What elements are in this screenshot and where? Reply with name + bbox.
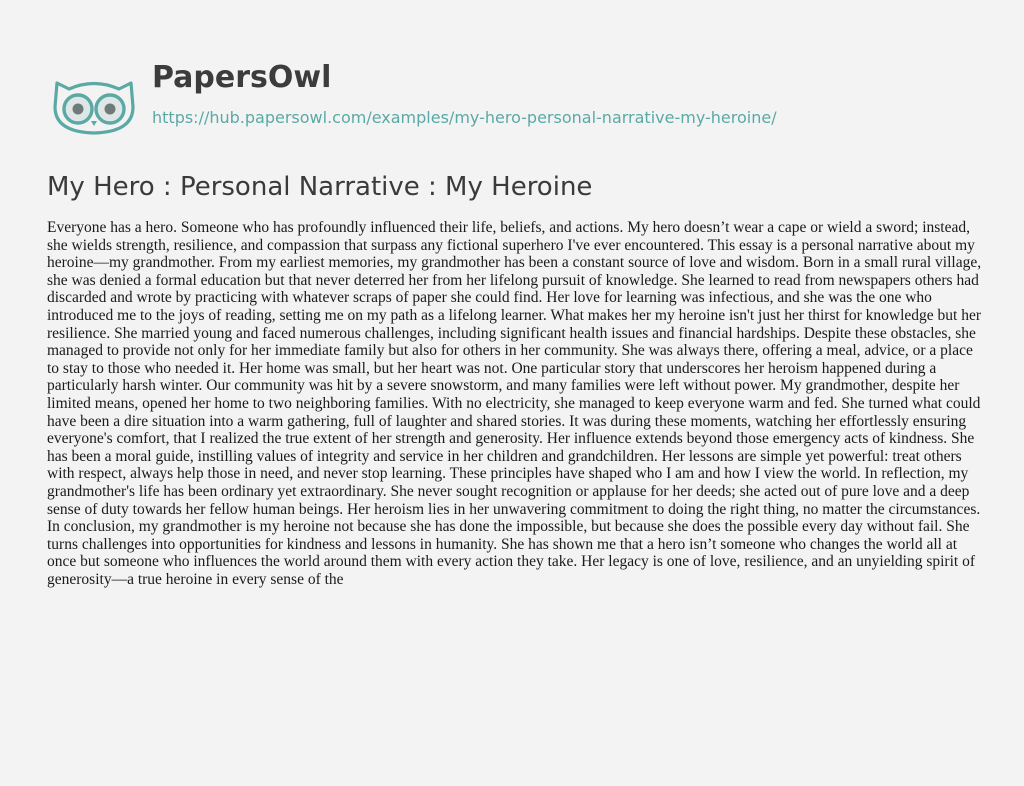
owl-left-pupil — [73, 104, 84, 115]
brand-name: PapersOwl — [152, 60, 332, 95]
owl-right-pupil — [105, 104, 116, 115]
site-header — [0, 0, 1024, 160]
essay-title: My Hero : Personal Narrative : My Heroine — [47, 172, 593, 202]
essay-body: Everyone has a hero. Someone who has profoundly influenced their life, beliefs, and actions. My hero doesn’t wear a cape or wield a sword; instead, she wields strength, resilience, and compassion that surpass any fictional superhero I've ever encountered. This essay is a personal narrative about my heroine—my grandmother. From my earliest memories, my grandmother has been a constant source of love and wisdom. Born in a small rural village, she was denied a formal education but that never deterred her from her lifelong pursuit of knowledge. She learned to read from newspapers others had discarded and wrote by practicing with whatever scraps of paper she could find. Her love for learning was infectious, and she was the one who introduced me to the joys of reading, setting me on my path as a lifelong learner. What makes her my heroine isn't just her thirst for knowledge but her resilience. She married young and faced numerous challenges, including significant health issues and financial hardships. Despite these obstacles, she managed to provide not only for her immediate family but also for others in her community. She was always there, offering a meal, advice, or a place to stay to those who needed it. Her home was small, but her heart was not. One particular story that underscores her heroism happened during a particularly harsh winter. Our community was hit by a severe snowstorm, and many families were left without power. My grandmother, despite her limited means, opened her home to two neighboring families. With no electricity, she managed to keep everyone warm and fed. She turned what could have been a dire situation into a warm gathering, full of laughter and shared stories. It was during these moments, watching her effortlessly ensuring everyone's comfort, that I realized the true extent of her strength and generosity. Her influence extends beyond those emergency acts of kindness. She has been a moral guide, instilling values of integrity and service in her children and grandchildren. Her lessons are simple yet powerful: treat others with respect, always help those in need, and never stop learning. These principles have shaped who I am and how I view the world. In reflection, my grandmother's life has been ordinary yet extraordinary. She never sought recognition or applause for her deeds; she acted out of pure love and a deep sense of duty towards her fellow human beings. Her heroism lies in her unwavering commitment to doing the right thing, no matter the circumstances. In conclusion, my grandmother is my heroine not because she has done the impossible, but because she does the possible every day without fail. She turns challenges into opportunities for kindness and lessons in humanity. She has shown me that a hero isn’t someone who changes the world all at once but someone who influences the world around them with every action they take. Her legacy is one of love, resilience, and an unyielding spirit of generosity—a true heroine in every sense of the — [47, 219, 982, 588]
owl-eyes-icon — [47, 69, 141, 135]
source-url-link[interactable]: https://hub.papersowl.com/examples/my-hero-personal-narrative-my-heroine/ — [152, 108, 777, 127]
owl-beak — [91, 121, 97, 126]
